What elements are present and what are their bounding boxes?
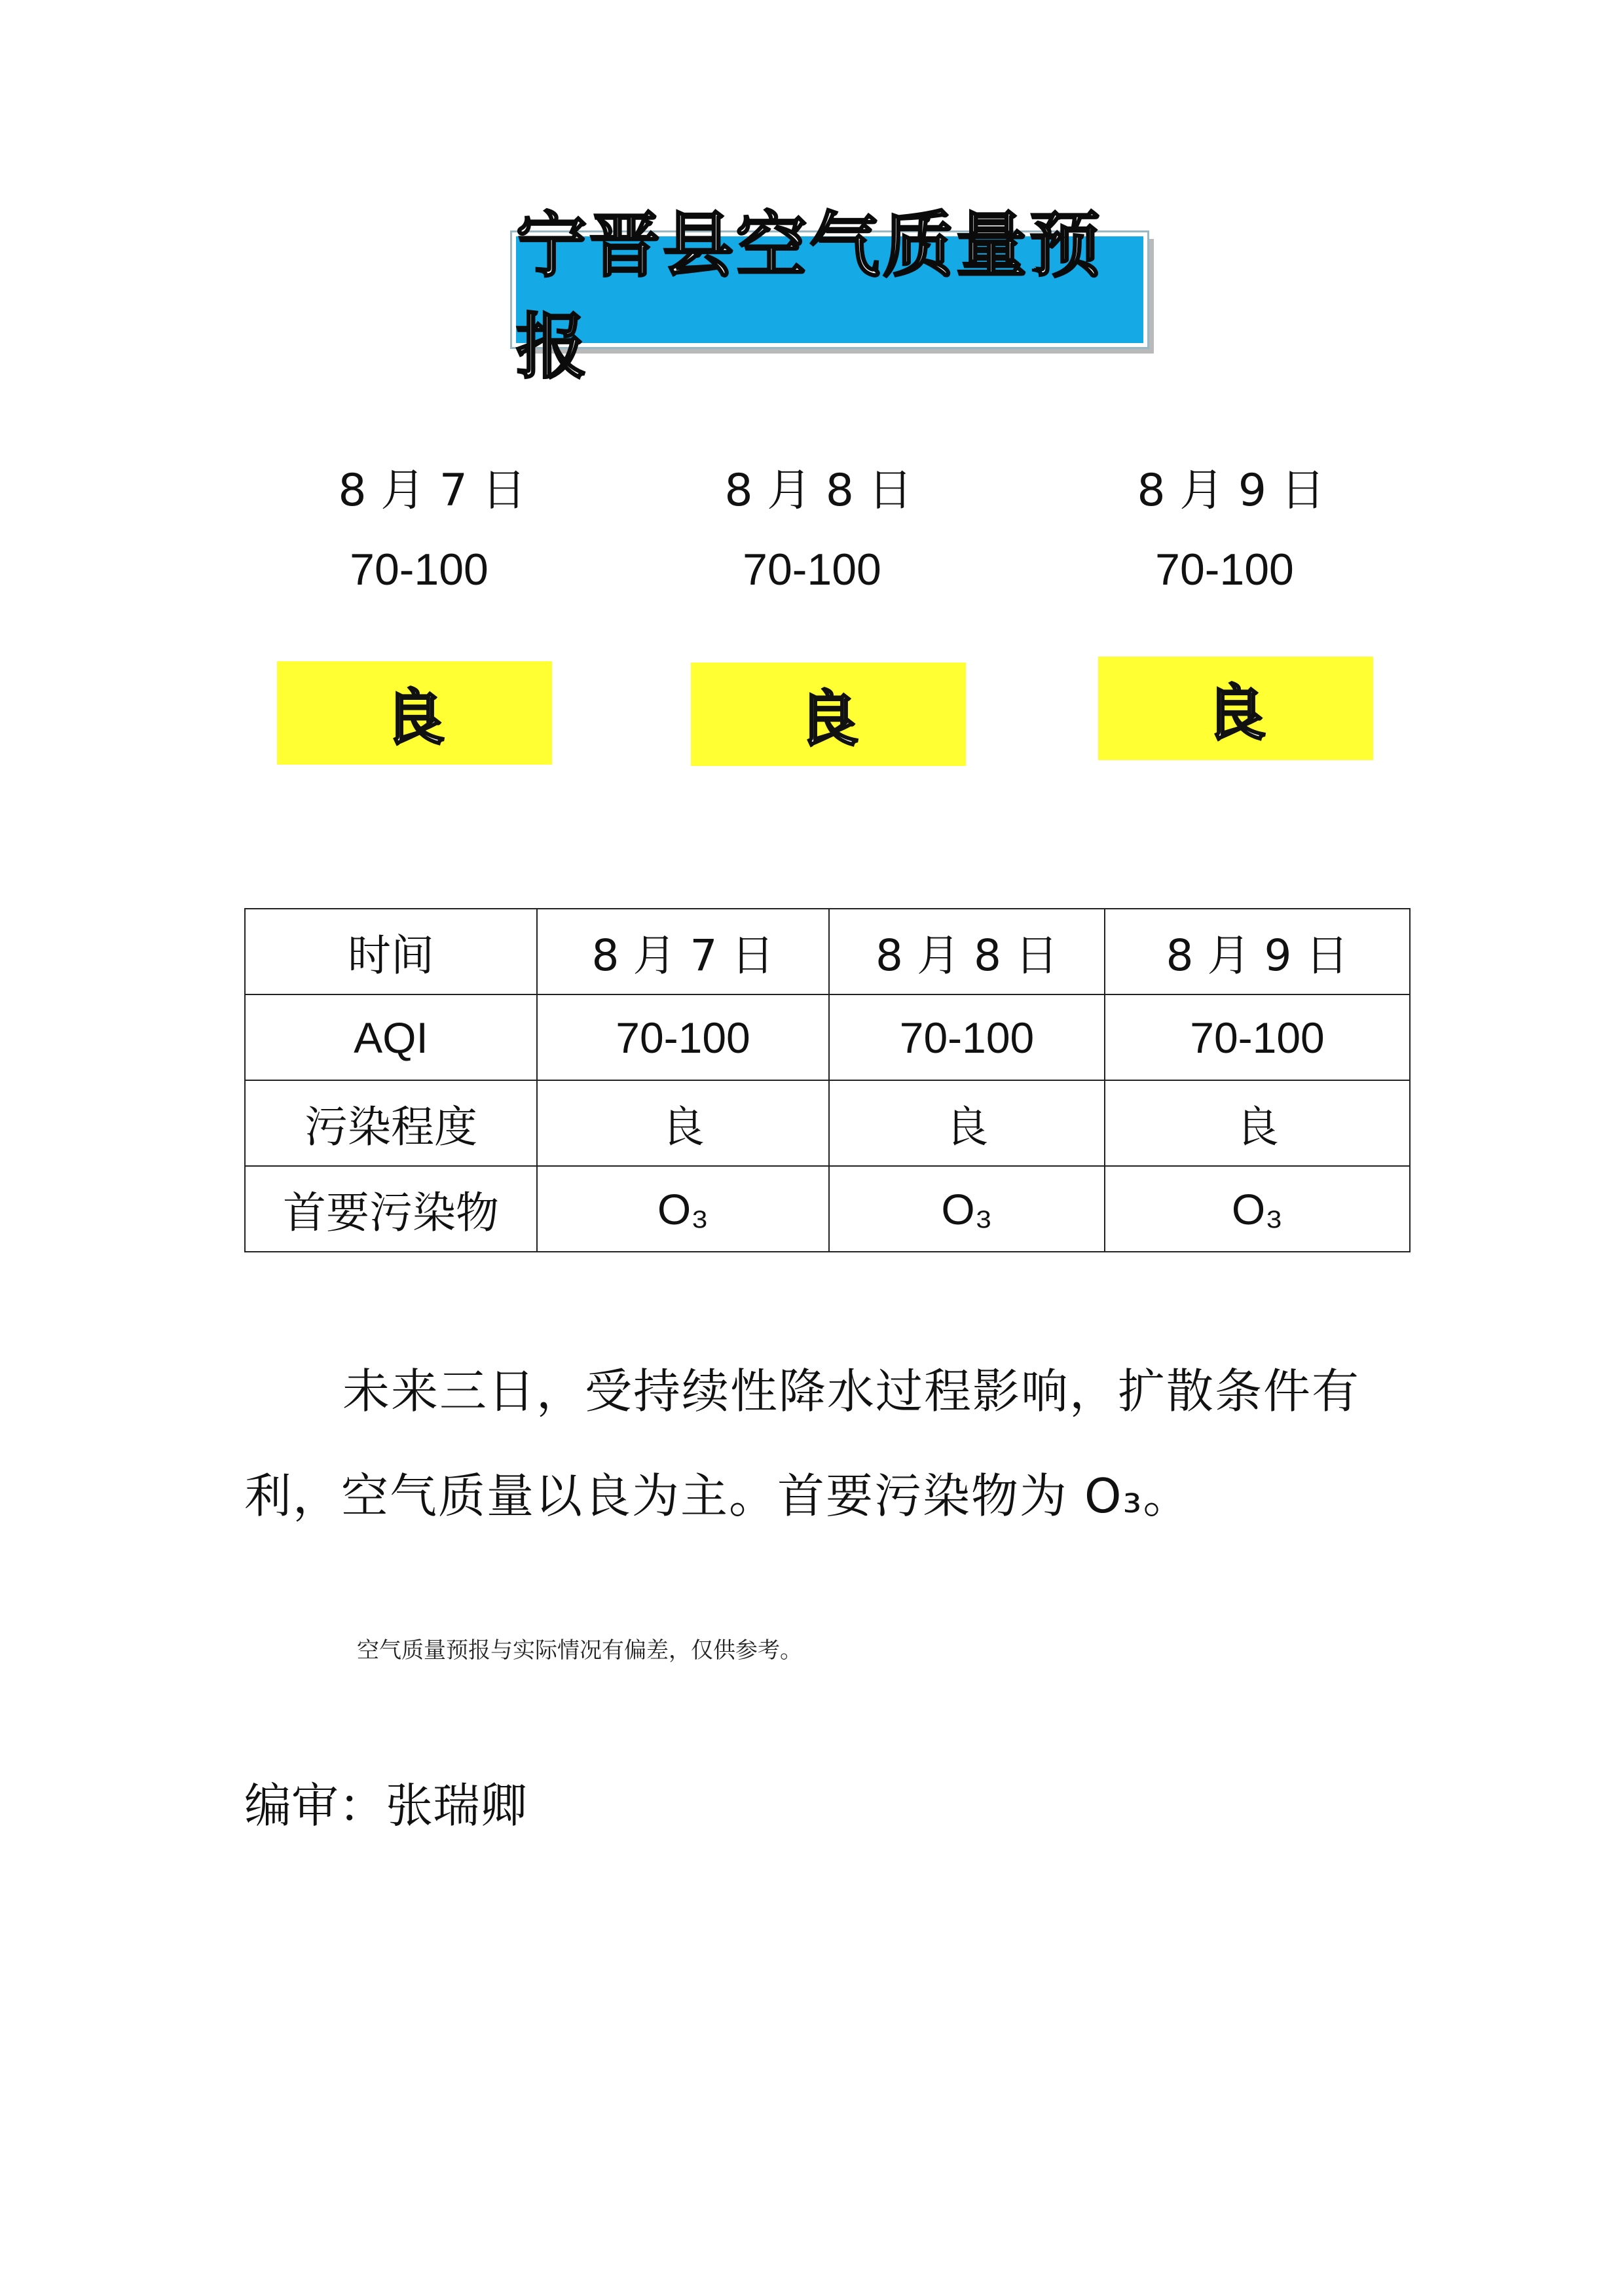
table-cell: 良 — [1105, 1080, 1410, 1166]
level-badge-2 — [691, 663, 966, 766]
forecast-summary: 未来三日，受持续性降水过程影响，扩散条件有利，空气质量以良为主。首要污染物为 O₃。 — [244, 1364, 1361, 1523]
table-row — [245, 1080, 1410, 1166]
editor-credit: 编审：张瑞卿 — [244, 1778, 528, 1833]
level-label: 良 — [1205, 678, 1266, 748]
table-cell: AQI — [245, 994, 537, 1080]
day-summary-3 — [1107, 458, 1356, 596]
table-cell: 良 — [829, 1080, 1105, 1166]
day-aqi-range: 70-100 — [350, 545, 489, 594]
day-aqi-range: 70-100 — [1155, 545, 1294, 594]
table-cell: O₃ — [1105, 1166, 1410, 1252]
table-cell: 污染程度 — [245, 1080, 537, 1166]
table-cell: O₃ — [537, 1166, 829, 1252]
day-date: 8 月 9 日 — [1137, 465, 1325, 517]
day-summary-2 — [694, 458, 943, 596]
table-header-cell: 时间 — [245, 909, 537, 994]
day-aqi-range: 70-100 — [743, 545, 881, 594]
day-date: 8 月 8 日 — [724, 465, 913, 517]
table-row — [245, 994, 1410, 1080]
day-date: 8 月 7 日 — [338, 465, 526, 517]
level-label: 良 — [798, 684, 858, 754]
page-title: 宁晋县空气质量预报 — [516, 204, 1103, 388]
table-cell: 良 — [537, 1080, 829, 1166]
level-label: 良 — [384, 683, 445, 753]
table-cell: O₃ — [829, 1166, 1105, 1252]
table-cell: 70-100 — [829, 994, 1105, 1080]
table-row — [245, 1166, 1410, 1252]
table-header-row — [245, 909, 1410, 994]
title-banner — [512, 204, 1147, 388]
table-cell: 首要污染物 — [245, 1166, 537, 1252]
disclaimer: 空气质量预报与实际情况有偏差，仅供参考。 — [357, 1637, 802, 1664]
table-header-cell: 8 月 7 日 — [537, 909, 829, 994]
day-summary-1 — [308, 458, 557, 596]
table-cell: 70-100 — [537, 994, 829, 1080]
table-header-cell: 8 月 9 日 — [1105, 909, 1410, 994]
forecast-table — [244, 908, 1411, 1252]
table-cell: 70-100 — [1105, 994, 1410, 1080]
level-badge-1 — [277, 661, 552, 765]
level-badge-3 — [1098, 657, 1373, 760]
table-header-cell: 8 月 8 日 — [829, 909, 1105, 994]
